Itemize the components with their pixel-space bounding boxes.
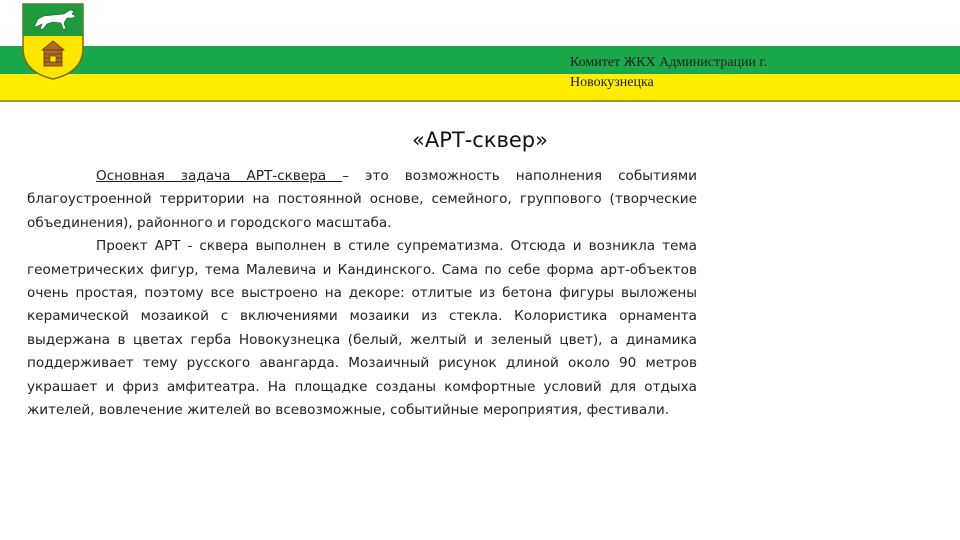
paragraph-1-rest: – это возможность наполнения событиями благоустроенной территории на постоянной основе, семейного, группового (творческие объединения), районного и городского масштаба. [27,168,697,231]
header-divider [0,102,960,104]
paragraph-1-underlined: Основная задача АРТ-сквера [96,168,343,184]
paragraph-2-text: Проект АРТ - сквера выполнен в стиле супрематизма. Отсюда и возникла тема геометрических фигур, тема Малевича и Кандинского. Сама по себе форма арт-объектов очень простая, поэтому все выстроено на декоре: отлитые из бетона фигуры выложены керамической мозаикой с включениями мозаики из стекла. Колористика орнамента выдержана в цветах герба Новокузнецка (белый, желтый и зеленый цвет), а динамика поддерживает тему русского авангарда. Мозаичный рисунок длиной около 90 метров украшает и фриз амфитеатра. На площадке созданы комфортные условий для отдыха жителей, вовлечение жителей во всевозможные, событийные мероприятия, фестивали. [27,238,697,419]
novokuznetsk-coat-of-arms-icon [20,2,86,80]
committee-name: Комитет ЖКХ Администрации г. Новокузнецка [570,55,768,90]
paragraph-2 [27,235,697,422]
page-title: «АРТ-сквер» [412,128,548,152]
paragraph-1 [27,165,697,235]
body-text [27,165,697,422]
